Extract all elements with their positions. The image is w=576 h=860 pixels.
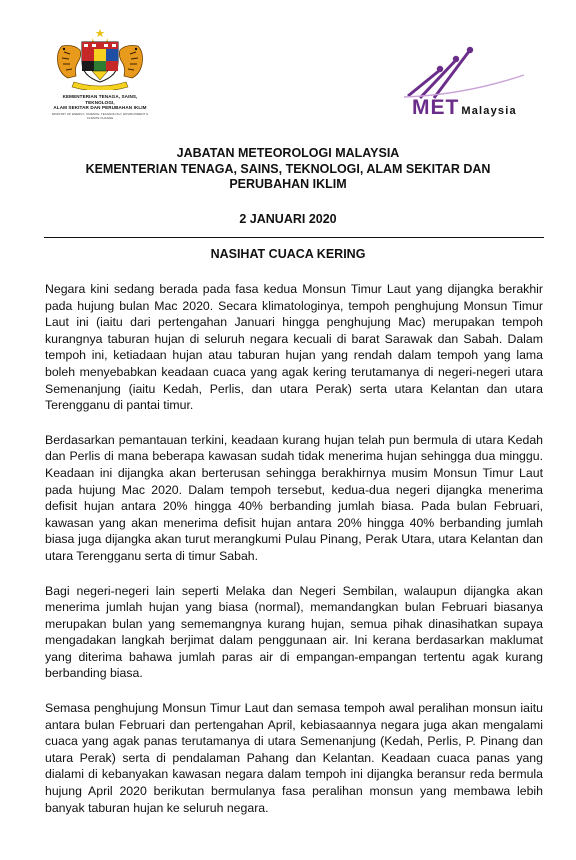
section-title: NASIHAT CUACA KERING xyxy=(210,247,366,261)
document-body xyxy=(45,281,543,816)
malaysia-coat-of-arms-icon xyxy=(48,28,152,90)
document-date: 2 JANUARI 2020 xyxy=(239,212,337,226)
ministry-logo xyxy=(48,28,152,120)
header-ministry-cont: PERUBAHAN IKLIM xyxy=(229,177,347,191)
ministry-name-line-1: KEMENTERIAN TENAGA, SAINS, TEKNOLOGI, xyxy=(62,94,138,105)
met-brand-text: MET xyxy=(412,96,460,119)
header-ministry: KEMENTERIAN TENAGA, SAINS, TEKNOLOGI, ALAM SEKITAR DAN xyxy=(85,161,491,176)
paragraph-4: Semasa penghujung Monsun Timur Laut dan semasa tempoh awal peralihan monsun iaitu antara bulan Februari dan pertengahan April, kebiasaannya negara juga akan mengalami cuaca yang agak panas terutamanya di utara Semenanjung (Kedah, Perlis, P. Pinang dan utara Perak) serta di pendalaman Pahang dan Kelantan. Keadaan cuaca panas yang dialami di kebanyakan kawasan negara dalam tempoh ini dijangka beransur reda bermula hujung April 2020 berikutan bermulanya fasa peralihan monsun yang membawa lebih banyak taburan hujan ke seluruh negara. xyxy=(45,701,543,815)
paragraph-1: Negara kini sedang berada pada fasa kedua Monsun Timur Laut yang dijangka berakhir pada hujung bulan Mac 2020. Secara klimatologinya, tempoh penghujung Monsun Timur Laut ini (iaitu dari pertengahan Januari hingga penghujung Mac) merupakan tempoh kurangnya taburan hujan di seluruh negara kecuali di barat Sarawak dan Sabah. Dalam tempoh ini, ketiadaan hujan atau taburan hujan yang rendah dalam tempoh yang lama boleh menyebabkan keadaan cuaca yang agak kering terutamanya di negeri-negeri utara Semenanjung (iaitu Kedah, Perlis, dan utara Perak) serta utara Kelantan dan utara Terengganu di pantai timur. xyxy=(45,282,543,413)
ministry-name-line-2: ALAM SEKITAR DAN PERUBAHAN IKLIM xyxy=(53,105,147,111)
met-country-text: Malaysia xyxy=(461,105,517,117)
ministry-name-english: MINISTRY OF ENERGY, SCIENCE, TECHNOLOGY, ENVIRONMENT & CLIMATE CHANGE xyxy=(51,111,149,120)
document-header xyxy=(0,146,576,193)
paragraph-2: Berdasarkan pemantauan terkini, keadaan kurang hujan telah pun bermula di utara Kedah dan Perlis di mana beberapa kawasan sudah tidak menerima hujan sehingga dua minggu. Keadaan ini dijangka akan berterusan sehingga berakhirnya musim Monsun Timur Laut pada hujung Mac 2020. Dalam tempoh tersebut, kedua-dua negeri dijangka menerima defisit hujan antara 20% hingga 40% berbanding jumlah biasa. Pada bulan Februari, kawasan yang akan menerima defisit hujan antara 20% hingga 40% berbanding jumlah biasa juga dijangka akan turut merangkumi Pulau Pinang, Perak Utara, utara Kelantan dan utara Terengganu serta di timur Sabah. xyxy=(45,432,543,563)
divider xyxy=(44,237,544,238)
paragraph-3: Bagi negeri-negeri lain seperti Melaka dan Negeri Sembilan, walaupun dijangka akan menerima jumlah hujan yang biasa (normal), memandangkan bulan Februari biasanya merupakan bulan yang sememangnya kurang hujan, semua pihak dinasihatkan supaya mengadakan langkah berjimat dalam penggunaan air. Ini kerana berdasarkan maklumat yang diterima bahawa jumlah paras air di empangan-empangan tertentu agak kurang berbanding biasa. xyxy=(45,583,543,681)
met-malaysia-logo xyxy=(398,40,546,120)
header-department: JABATAN METEOROLOGI MALAYSIA xyxy=(176,146,400,160)
